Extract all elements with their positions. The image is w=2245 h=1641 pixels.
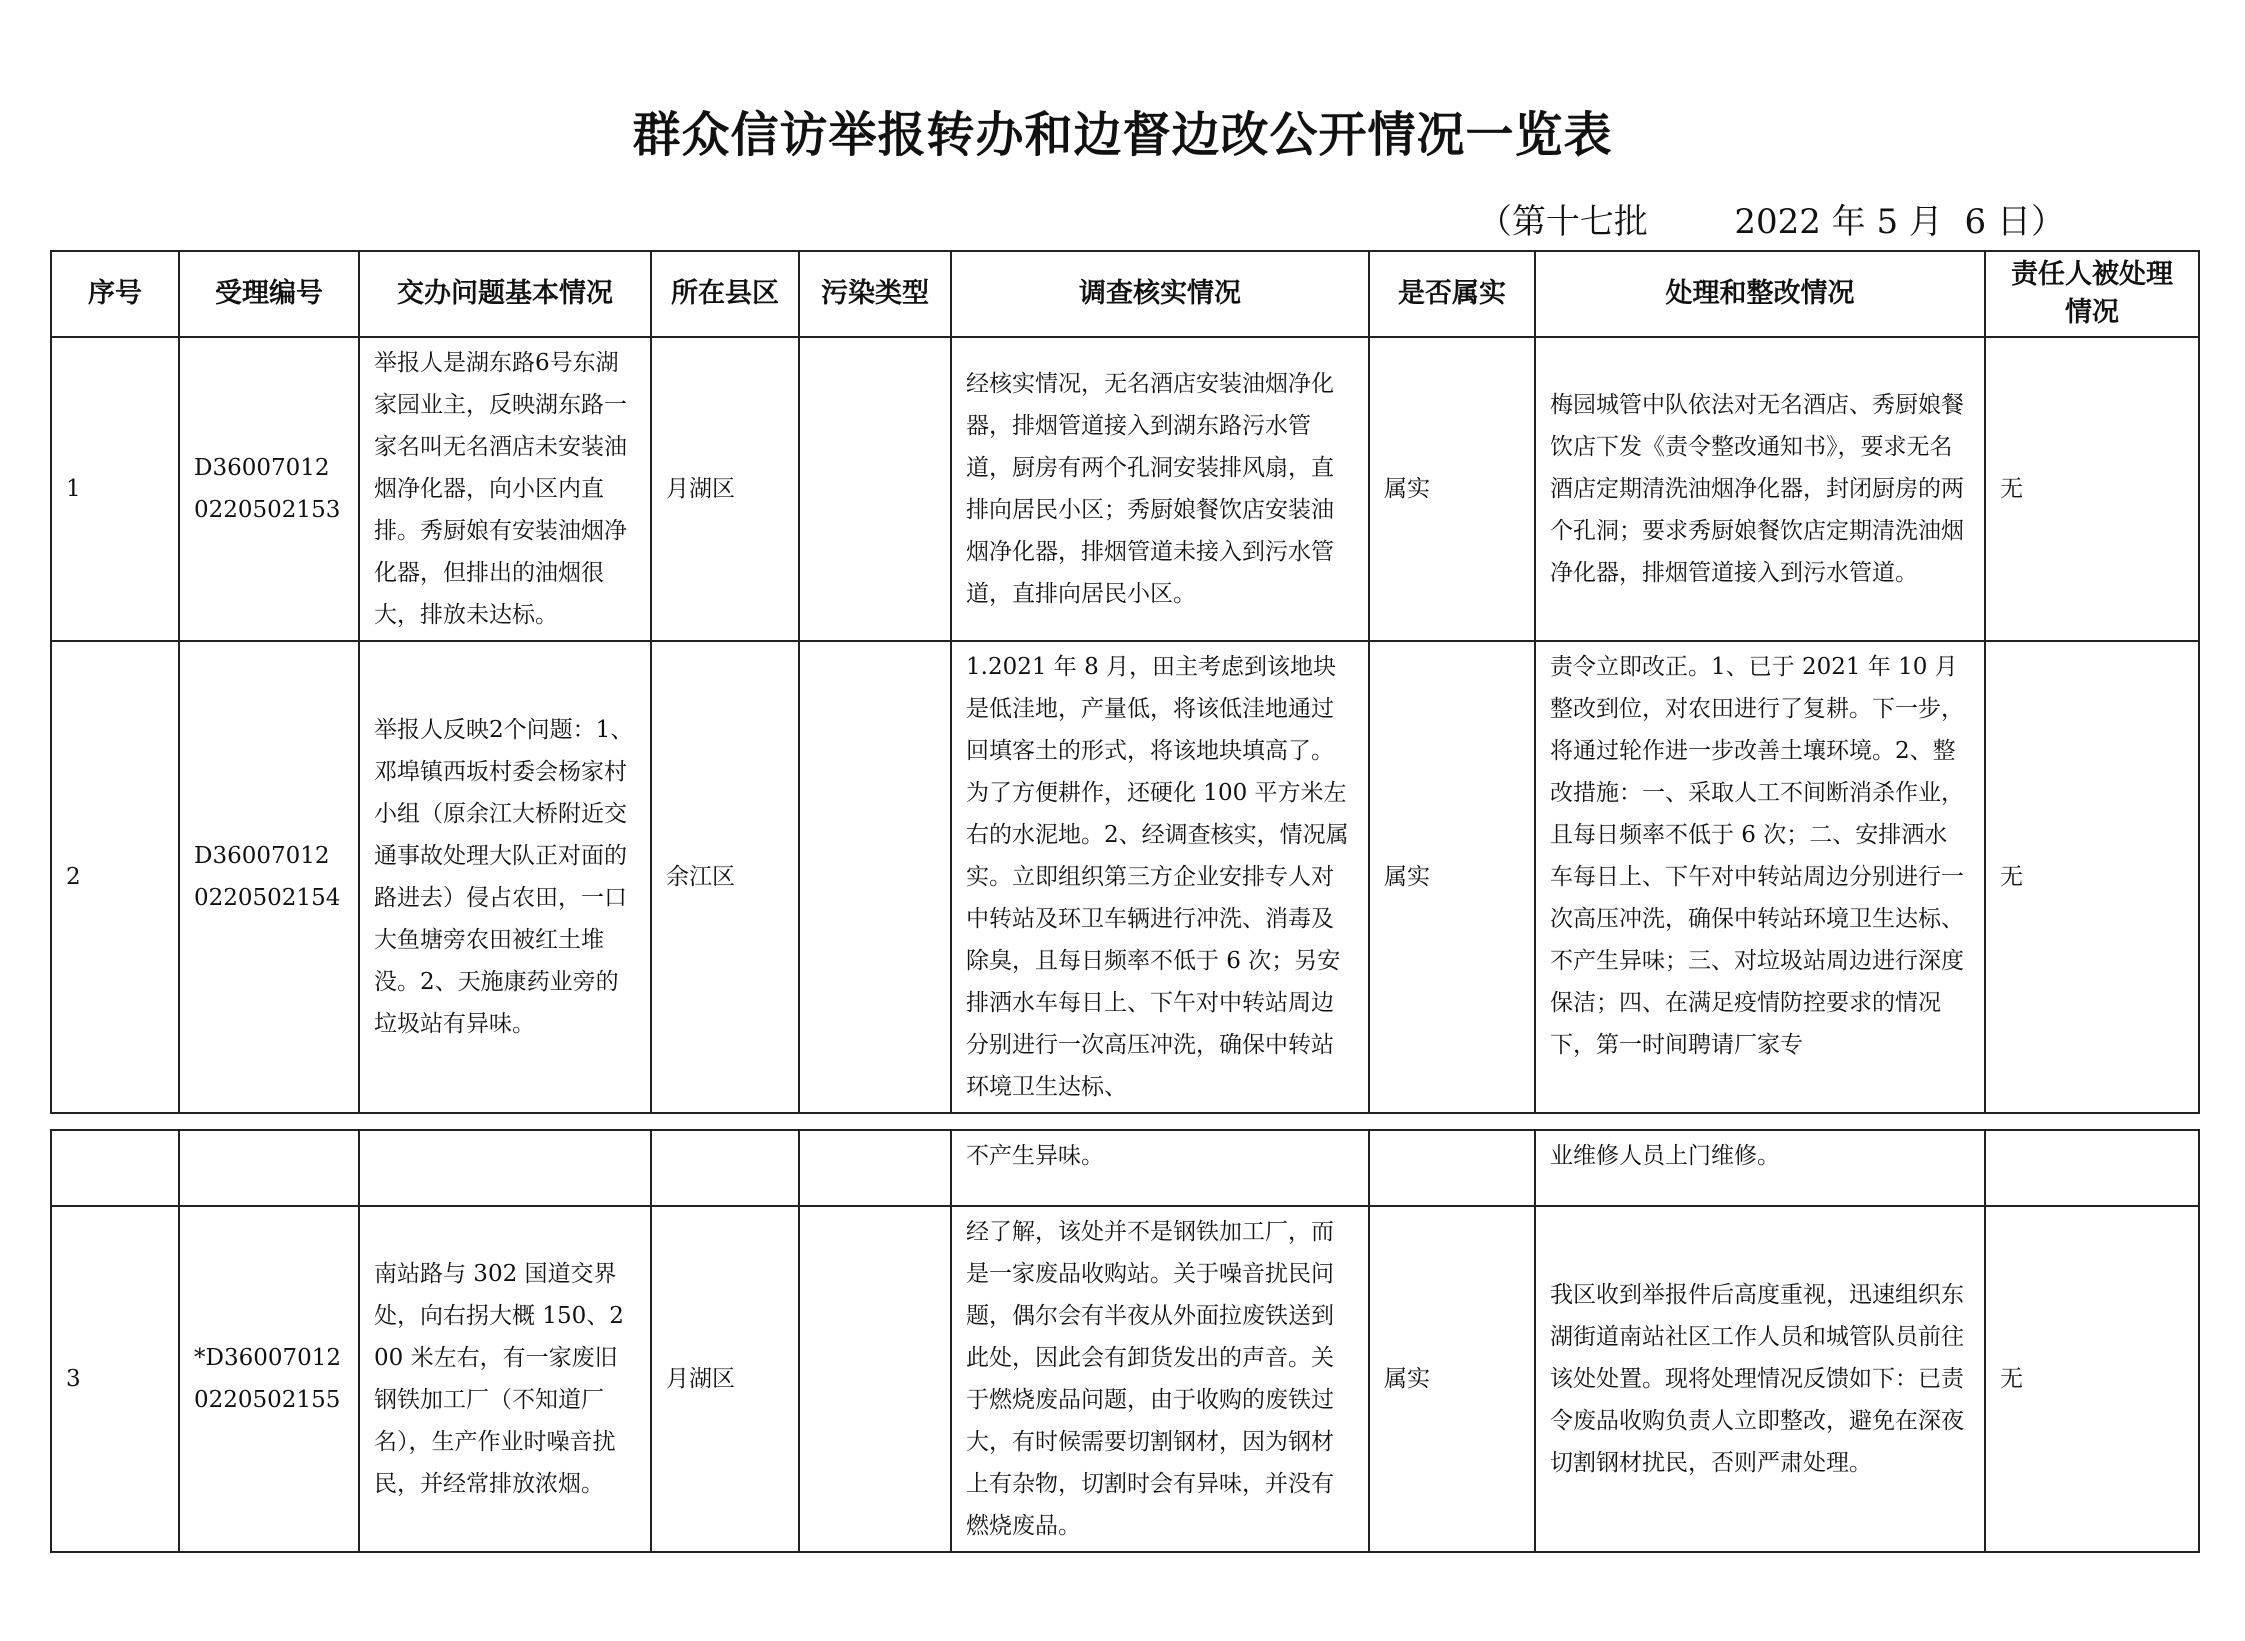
document-title: 群众信访举报转办和边督边改公开情况一览表 bbox=[632, 107, 1613, 163]
header-district: 所在县区 bbox=[651, 251, 799, 337]
cell-handling: 责令立即改正。1、已于 2021 年 10 月整改到位，对农田进行了复耕。下一步，将通过轮作进一步改善土壤环境。2、整改措施：一、采取人工不间断消杀作业，且每日频率不低于 6 次；二、安排洒水车每日上、下午对中转站周边分别进行一次高压冲洗，确保中转站环境卫生达标、不产生异味；三、对垃圾站周边进行深度保洁；四、在满足疫情防控要求的情况下，第一时间聘请厂家专 bbox=[1535, 641, 1985, 1113]
cell-investigation: 经了解，该处并不是钢铁加工厂，而是一家废品收购站。关于噪音扰民问题，偶尔会有半夜从外面拉废铁送到此处，因此会有卸货发出的声音。关于燃烧废品问题，由于收购的废铁过大，有时候需要切割钢材，因为钢材上有杂物，切割时会有异味，并没有燃烧废品。 bbox=[951, 1206, 1369, 1552]
cell-seq bbox=[51, 1130, 179, 1206]
cell-accountability: 无 bbox=[1985, 1206, 2199, 1552]
cell-pollution bbox=[799, 1130, 951, 1206]
header-investigation: 调查核实情况 bbox=[951, 251, 1369, 337]
cell-code: D360070120220502153 bbox=[179, 337, 359, 641]
report-table-page-1 bbox=[50, 250, 2200, 1114]
cell-district: 月湖区 bbox=[651, 1206, 799, 1552]
cell-accountability: 无 bbox=[1985, 337, 2199, 641]
header-code: 受理编号 bbox=[179, 251, 359, 337]
header-seq: 序号 bbox=[51, 251, 179, 337]
cell-issue: 举报人反映2个问题：1、邓埠镇西坂村委会杨家村小组（原余江大桥附近交通事故处理大队正对面的路进去）侵占农田，一口大鱼塘旁农田被红土堆没。2、天施康药业旁的垃圾站有异味。 bbox=[359, 641, 651, 1113]
cell-issue bbox=[359, 1130, 651, 1206]
cell-seq: 2 bbox=[51, 641, 179, 1113]
cell-seq: 1 bbox=[51, 337, 179, 641]
cell-code: D360070120220502154 bbox=[179, 641, 359, 1113]
cell-district: 月湖区 bbox=[651, 337, 799, 641]
cell-district: 余江区 bbox=[651, 641, 799, 1113]
table-row bbox=[51, 337, 2199, 641]
cell-investigation: 1.2021 年 8 月，田主考虑到该地块是低洼地，产量低，将该低洼地通过回填客土的形式，将该地块填高了。为了方便耕作，还硬化 100 平方米左右的水泥地。2、经调查核实，情况属实。立即组织第三方企业安排专人对中转站及环卫车辆进行冲洗、消毒及除臭，且每日频率不低于 6 次；另安排洒水车每日上、下午对中转站周边分别进行一次高压冲洗，确保中转站环境卫生达标、 bbox=[951, 641, 1369, 1113]
cell-pollution bbox=[799, 1206, 951, 1552]
report-table-page-2 bbox=[50, 1129, 2200, 1553]
cell-investigation: 经核实情况，无名酒店安装油烟净化器，排烟管道接入到湖东路污水管道，厨房有两个孔洞安装排风扇，直排向居民小区；秀厨娘餐饮店安装油烟净化器，排烟管道未接入到污水管道，直排向居民小区。 bbox=[951, 337, 1369, 641]
cell-verified: 属实 bbox=[1369, 641, 1535, 1113]
cell-pollution bbox=[799, 641, 951, 1113]
header-pollution: 污染类型 bbox=[799, 251, 951, 337]
batch-date: （第十七批 2022 年 5 月 6 日） bbox=[1477, 202, 2065, 242]
cell-pollution bbox=[799, 337, 951, 641]
cell-handling: 梅园城管中队依法对无名酒店、秀厨娘餐饮店下发《责令整改通知书》，要求无名酒店定期清洗油烟净化器，封闭厨房的两个孔洞；要求秀厨娘餐饮店定期清洗油烟净化器，排烟管道接入到污水管道。 bbox=[1535, 337, 1985, 641]
cell-accountability bbox=[1985, 1130, 2199, 1206]
header-issue: 交办问题基本情况 bbox=[359, 251, 651, 337]
table-row bbox=[51, 641, 2199, 1113]
cell-handling: 我区收到举报件后高度重视，迅速组织东湖街道南站社区工作人员和城管队员前往该处处置。现将处理情况反馈如下：已责令废品收购负责人立即整改，避免在深夜切割钢材扰民，否则严肃处理。 bbox=[1535, 1206, 1985, 1552]
cell-verified bbox=[1369, 1130, 1535, 1206]
cell-handling: 业维修人员上门维修。 bbox=[1535, 1130, 1985, 1206]
header-verified: 是否属实 bbox=[1369, 251, 1535, 337]
cell-verified: 属实 bbox=[1369, 1206, 1535, 1552]
table-row-continued bbox=[51, 1130, 2199, 1206]
cell-seq: 3 bbox=[51, 1206, 179, 1552]
header-accountability: 责任人被处理情况 bbox=[1985, 251, 2199, 337]
table-row bbox=[51, 1206, 2199, 1552]
cell-accountability: 无 bbox=[1985, 641, 2199, 1113]
cell-investigation: 不产生异味。 bbox=[951, 1130, 1369, 1206]
table-header-row bbox=[51, 251, 2199, 337]
cell-code bbox=[179, 1130, 359, 1206]
cell-district bbox=[651, 1130, 799, 1206]
cell-code: *D360070120220502155 bbox=[179, 1206, 359, 1552]
cell-issue: 南站路与 302 国道交界处，向右拐大概 150、200 米左右，有一家废旧钢铁加工厂（不知道厂名），生产作业时噪音扰民，并经常排放浓烟。 bbox=[359, 1206, 651, 1552]
cell-issue: 举报人是湖东路6号东湖家园业主，反映湖东路一家名叫无名酒店未安装油烟净化器，向小区内直排。秀厨娘有安装油烟净化器，但排出的油烟很大，排放未达标。 bbox=[359, 337, 651, 641]
cell-verified: 属实 bbox=[1369, 337, 1535, 641]
header-handling: 处理和整改情况 bbox=[1535, 251, 1985, 337]
